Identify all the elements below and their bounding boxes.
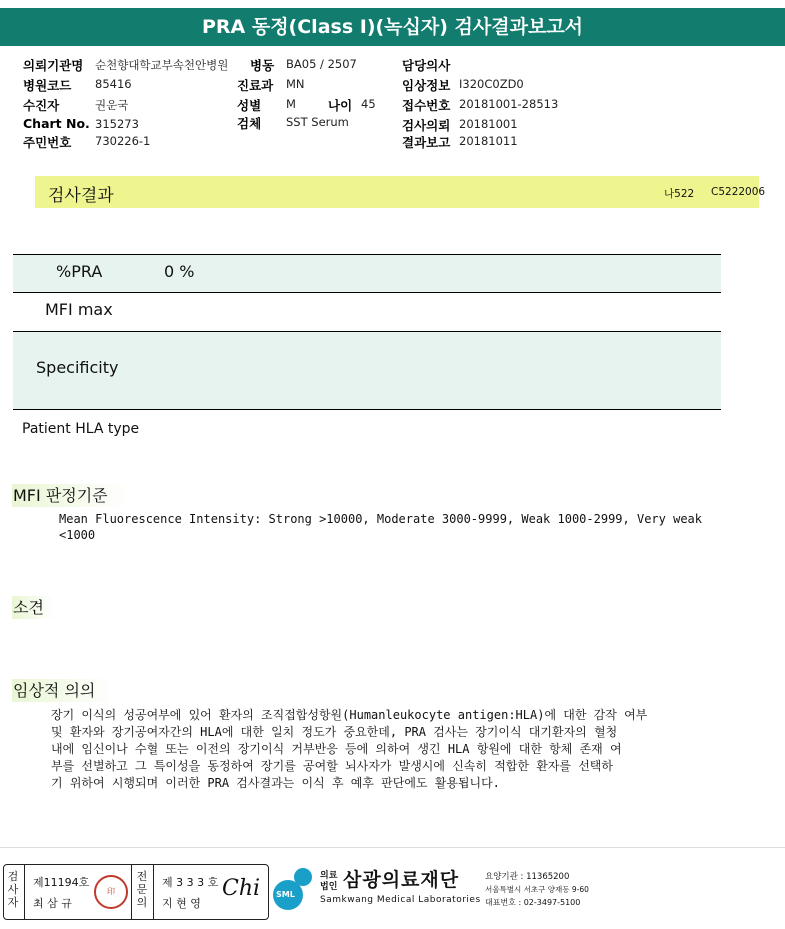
table-line (13, 292, 721, 293)
examiner-vertical-label: 검사자 (7, 870, 19, 909)
pra-label: %PRA (56, 262, 103, 281)
age-label: 나이 (328, 98, 353, 113)
chart-label: Chart No. (23, 116, 90, 131)
significance-line-2: 및 환자와 장기공여자간의 HLA에 대한 일치 정도가 중요한데, PRA 검사는 장기이식 대기환자의 혈청 (51, 725, 618, 739)
significance-text (51, 707, 751, 792)
box-divider (131, 865, 132, 919)
receipt-no-value: 20181001-28513 (459, 97, 559, 111)
footer-divider (0, 847, 785, 848)
specificity-row (13, 332, 721, 409)
patient-value: 권운국 (95, 98, 129, 112)
chart-value: 315273 (95, 117, 139, 131)
mfi-criteria-heading: MFI 판정기준 (12, 484, 129, 507)
box-divider (24, 865, 25, 919)
clinical-info-label: 임상정보 (402, 78, 451, 93)
specialist-name: 지 현 영 (162, 897, 201, 910)
specialist-license: 제 3 3 3 호 (162, 876, 219, 889)
table-line (13, 409, 721, 410)
report-value: 20181011 (459, 134, 518, 148)
dept-value: MN (286, 77, 305, 91)
hospital-code-value: 85416 (95, 77, 132, 91)
significance-line-1: 장기 이식의 성공여부에 있어 환자의 조직접합성항원(Humanleukocyte antigen:HLA)에 대한 감작 여부 (51, 708, 648, 722)
footer (0, 862, 785, 929)
significance-line-5: 기 위하여 시행되며 이러한 PRA 검사결과는 이식 후 예후 판단에도 활용됩니다. (51, 776, 500, 790)
result-header-band (35, 176, 759, 208)
institution-value: 순천향대학교부속천안병원 (95, 58, 229, 72)
clinical-info-value: I320C0ZD0 (459, 77, 524, 91)
sml-logo-dot-icon (294, 868, 312, 886)
table-line (13, 254, 721, 255)
box-divider (153, 865, 154, 919)
result-title: 검사결과 (48, 186, 114, 206)
request-label: 검사의뢰 (402, 118, 451, 133)
ward-value: BA05 / 2507 (286, 57, 357, 71)
address: 서울특별시 서초구 양재동 9-60 (485, 885, 589, 894)
ward-label: 병동 (250, 58, 275, 73)
phone: 대표번호 : 02-3497-5100 (485, 898, 581, 907)
sex-value: M (286, 97, 296, 111)
specimen-value: SST Serum (286, 115, 349, 129)
org-name: 삼광의료재단 (343, 869, 460, 891)
request-value: 20181001 (459, 117, 518, 131)
examiner-license: 제11194호 (33, 876, 90, 889)
mfi-criteria-line-1: Mean Fluorescence Intensity: Strong >10000, Moderate 3000-9999, Weak 1000-2999, Very weak (59, 512, 702, 526)
sml-logo-text: SML (276, 890, 295, 899)
resident-label: 주민번호 (23, 135, 72, 150)
pra-row (13, 255, 721, 292)
specificity-label: Specificity (36, 358, 119, 377)
dept-label: 진료과 (237, 78, 274, 93)
mfi-criteria-line-2: <1000 (59, 528, 96, 542)
care-code: 요양기관 : 11365200 (485, 872, 570, 882)
doctor-label: 담당의사 (402, 58, 451, 73)
specialist-signature: Chi (222, 876, 261, 901)
pra-value: 0 % (164, 262, 195, 281)
org-english: Samkwang Medical Laboratories (320, 895, 481, 905)
significance-line-4: 부를 선별하고 그 특이성을 동정하여 장기를 공여할 뇌사자가 발생시에 신속히 적합한 환자를 선택하 (51, 759, 613, 773)
report-label: 결과보고 (402, 135, 451, 150)
specimen-label: 검체 (237, 116, 262, 131)
sex-label: 성별 (237, 98, 262, 113)
examiner-name: 최 삼 규 (33, 897, 72, 910)
result-code-1: 나522 (664, 188, 695, 200)
hla-type-label: Patient HLA type (22, 421, 140, 437)
specialist-vertical-label: 전문의 (136, 870, 148, 909)
mfi-max-label: MFI max (45, 300, 113, 319)
result-code-2: C5222006 (711, 186, 766, 198)
findings-heading: 소견 (12, 596, 54, 619)
resident-value: 730226-1 (95, 134, 151, 148)
hospital-code-label: 병원코드 (23, 78, 72, 93)
institution-label: 의뢰기관명 (23, 58, 84, 73)
age-value: 45 (361, 97, 376, 111)
receipt-no-label: 접수번호 (402, 98, 451, 113)
patient-label: 수진자 (23, 98, 60, 113)
corp-label-1: 의료 (320, 871, 338, 881)
report-title: PRA 동정(Class I)(녹십자) 검사결과보고서 (0, 8, 785, 46)
examiner-seal-icon: 印 (94, 875, 128, 909)
significance-heading: 임상적 의의 (12, 679, 114, 702)
corp-label-2: 법인 (320, 882, 338, 892)
significance-line-3: 내에 임신이나 수혈 또는 이전의 장기이식 거부반응 등에 의하여 생긴 HLA 항원에 대한 항체 존재 여 (51, 742, 622, 756)
